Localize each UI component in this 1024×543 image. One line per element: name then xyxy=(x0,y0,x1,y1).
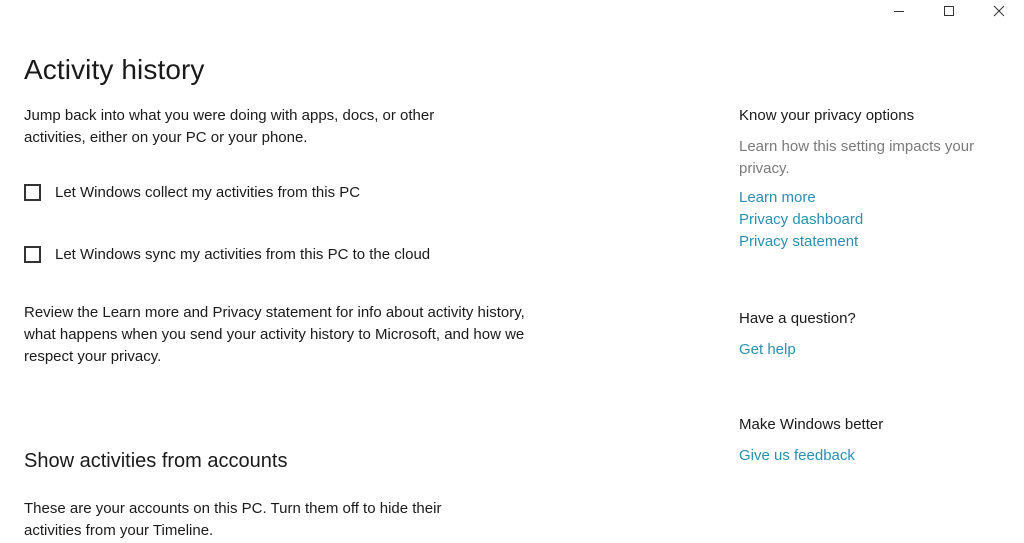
give-feedback-link[interactable]: Give us feedback xyxy=(739,447,855,464)
get-help-link[interactable]: Get help xyxy=(739,341,796,358)
maximize-icon xyxy=(943,5,955,17)
collect-activities-checkbox[interactable] xyxy=(24,184,360,201)
page-title: Activity history xyxy=(24,54,205,85)
minimize-icon xyxy=(893,5,905,17)
window-titlebar xyxy=(874,0,1024,22)
privacy-description: Learn how this setting impacts your privacy. xyxy=(739,138,975,177)
checkbox-label: Let Windows sync my activities from this PC to the cloud xyxy=(55,246,431,263)
feedback-heading: Make Windows better xyxy=(739,416,884,433)
question-heading: Have a question? xyxy=(739,310,856,327)
learn-more-link[interactable]: Learn more xyxy=(739,189,816,206)
maximize-button[interactable] xyxy=(924,0,974,22)
sync-activities-checkbox[interactable] xyxy=(24,246,430,263)
close-icon xyxy=(993,5,1005,17)
minimize-button[interactable] xyxy=(874,0,924,22)
privacy-dashboard-link[interactable]: Privacy dashboard xyxy=(739,211,864,228)
privacy-options-heading: Know your privacy options xyxy=(739,107,915,124)
accounts-section-title: Show activities from accounts xyxy=(24,450,288,472)
review-text: Review the Learn more and Privacy statement for info about activity history, what happens when you send your activity history to Microsoft, and how we respect your privacy. xyxy=(24,304,525,365)
intro-text: Jump back into what you were doing with apps, docs, or other activities, either on your PC or your phone. xyxy=(24,107,435,146)
checkbox-box[interactable] xyxy=(24,246,41,263)
checkbox-label: Let Windows collect my activities from this PC xyxy=(55,184,361,201)
privacy-statement-link[interactable]: Privacy statement xyxy=(739,233,859,250)
checkbox-box[interactable] xyxy=(24,184,41,201)
accounts-description: These are your accounts on this PC. Turn them off to hide their activities from your Timeline. xyxy=(24,500,442,539)
close-button[interactable] xyxy=(974,0,1024,22)
